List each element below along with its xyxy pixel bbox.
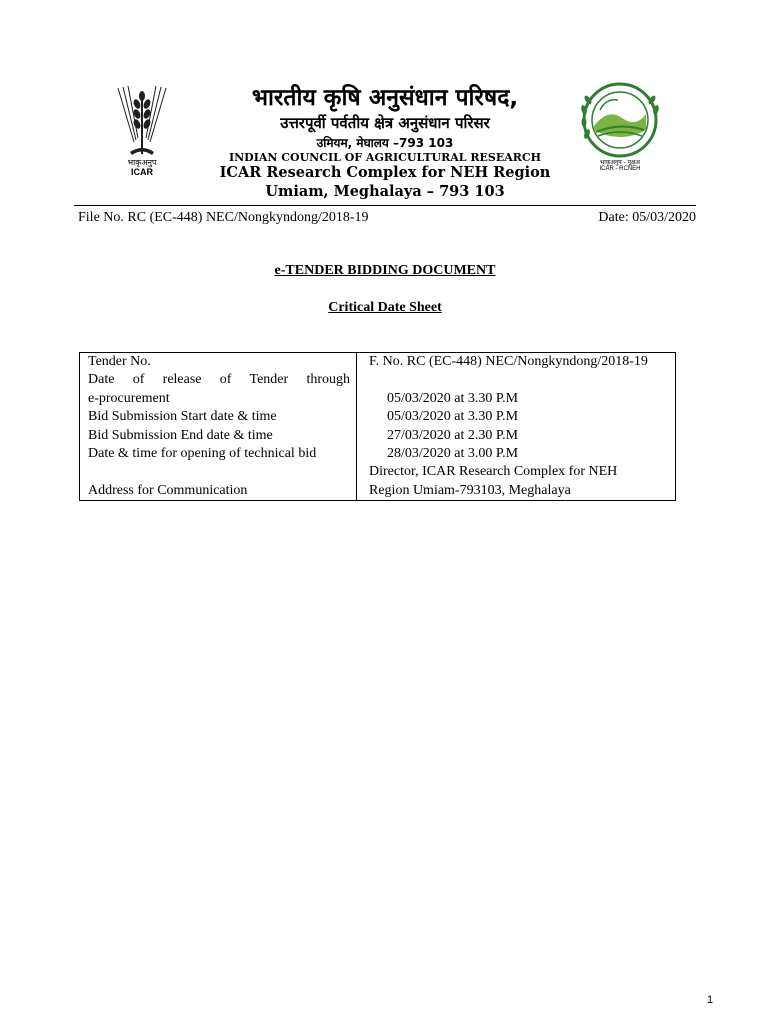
rcneh-emblem-icon bbox=[578, 78, 662, 158]
header-divider bbox=[74, 205, 696, 206]
right-logo-caption: ICAR - RCNEH bbox=[599, 166, 641, 172]
table-row bbox=[80, 445, 676, 463]
table-row bbox=[80, 390, 676, 408]
icar-logo bbox=[112, 86, 172, 186]
header-hindi-complex: उत्तरपूर्वी पर्वतीय क्षेत्र अनुसंधान परिसर bbox=[280, 114, 490, 132]
row-value: F. No. RC (EC-448) NEC/Nongkyndong/2018-19 bbox=[357, 353, 676, 372]
critical-date-table bbox=[79, 352, 676, 501]
header-complex-name: ICAR Research Complex for NEH Region bbox=[219, 164, 551, 181]
left-logo-caption-hindi: भाकृअनुप bbox=[127, 158, 157, 167]
sheet-title: Critical Date Sheet bbox=[328, 300, 442, 315]
row-label-text: Date of release of Tender through bbox=[88, 372, 350, 388]
row-value: 27/03/2020 at 2.30 P.M bbox=[357, 427, 676, 445]
row-value: Region Umiam-793103, Meghalaya bbox=[357, 482, 676, 501]
table-row bbox=[80, 427, 676, 445]
header-hindi-council: भारतीय कृषि अनुसंधान परिषद, bbox=[251, 85, 519, 111]
icar-neh-logo bbox=[578, 78, 662, 182]
row-value: Director, ICAR Research Complex for NEH bbox=[357, 463, 676, 481]
row-label: e-procurement bbox=[80, 390, 357, 408]
row-value bbox=[357, 371, 676, 389]
table-row bbox=[80, 371, 676, 389]
row-value: 05/03/2020 at 3.30 P.M bbox=[357, 390, 676, 408]
row-label: Bid Submission End date & time bbox=[80, 427, 357, 445]
table-row bbox=[80, 463, 676, 481]
row-value: 28/03/2020 at 3.00 P.M bbox=[357, 445, 676, 463]
row-label bbox=[80, 371, 357, 389]
header-council-name: INDIAN COUNCIL OF AGRICULTURAL RESEARCH bbox=[228, 151, 542, 164]
file-number: File No. RC (EC-448) NEC/Nongkyndong/2018-19 bbox=[78, 210, 369, 225]
row-label: Bid Submission Start date & time bbox=[80, 408, 357, 426]
document-title: e-TENDER BIDDING DOCUMENT bbox=[274, 263, 496, 278]
row-value: 05/03/2020 at 3.30 P.M bbox=[357, 408, 676, 426]
page-number: 1 bbox=[706, 994, 714, 1006]
row-label bbox=[80, 463, 357, 481]
table-row bbox=[80, 353, 676, 372]
table-row bbox=[80, 482, 676, 501]
header-address: Umiam, Meghalaya – 793 103 bbox=[265, 183, 505, 200]
table-row bbox=[80, 408, 676, 426]
wheat-emblem-icon bbox=[112, 86, 172, 158]
row-label: Address for Communication bbox=[80, 482, 357, 501]
row-label: Tender No. bbox=[80, 353, 357, 372]
row-label: Date & time for opening of technical bid bbox=[80, 445, 357, 463]
left-logo-caption: ICAR bbox=[131, 167, 153, 177]
header-hindi-address: उमियम, मेघालय –793 103 bbox=[316, 136, 454, 150]
right-logo-caption-hindi: भाकृअनुप - पूक्षअ bbox=[600, 159, 640, 166]
document-date: Date: 05/03/2020 bbox=[598, 210, 696, 225]
